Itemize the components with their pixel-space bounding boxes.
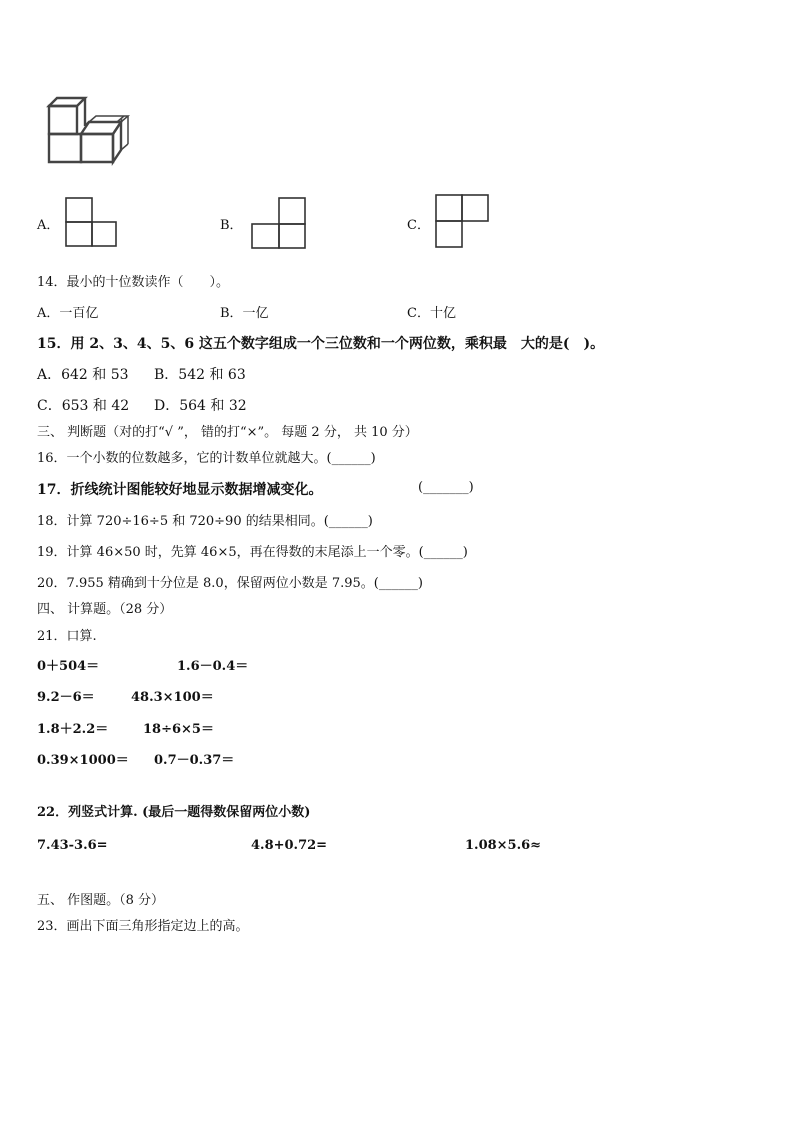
section4-heading: 四、 计算题。（28 分） [37,602,173,617]
oral-item: 1.8＋2.2＝ [37,722,109,737]
q21-title: 21．口算. [37,629,97,644]
q17-blank: (_______) [418,480,474,495]
q15-option-d: D．564 和 32 [154,398,247,414]
q14-stem: 14．最小的十位数读作（ ）。 [37,275,230,290]
vertical-item: 7.43-3.6= [37,838,108,853]
oral-item: 9.2－6＝ [37,690,95,705]
q15-option-b: B．542 和 63 [154,367,246,383]
q13-option-a-label: A． [37,218,60,233]
oral-item: 18÷6×5＝ [143,722,214,737]
section5-heading: 五、 作图题。（8 分） [37,893,165,908]
q14-option-c: C．十亿 [407,306,456,321]
q13-option-a-figure [64,196,118,248]
cube-stack-figure [44,92,136,166]
section3-heading: 三、 判断题（对的打“√ ”， 错的打“×”。 每题 2 分， 共 10 分） [37,425,418,440]
oral-item: 0.7－0.37＝ [154,753,235,768]
q15-option-c: C．653 和 42 [37,398,130,414]
q13-option-c-label: C． [407,218,430,233]
q20: 20．7.955 精确到十分位是 8.0，保留两位小数是 7.95。(______) [37,576,423,591]
q13-option-c-figure [434,193,490,249]
q18: 18．计算 720÷16÷5 和 720÷90 的结果相同。(______) [37,514,373,529]
q13-option-b-figure [250,196,308,250]
oral-item: 0＋504＝ [37,659,100,674]
q17: 17．折线统计图能较好地显示数据增减变化。 [37,482,323,498]
q13-option-b-label: B． [220,218,243,233]
q15-option-a: A．642 和 53 [37,367,129,383]
q15-stem: 15．用 2、3、4、5、6 这五个数字组成一个三位数和一个两位数，乘积最 大的是( )。 [37,336,605,352]
q14-option-b: B．一亿 [220,306,269,321]
q14-option-a: A．一百亿 [37,306,99,321]
vertical-item: 4.8+0.72= [251,838,328,853]
q22-title: 22．列竖式计算. (最后一题得数保留两位小数) [37,805,311,820]
oral-item: 0.39×1000＝ [37,753,129,768]
q16: 16．一个小数的位数越多，它的计数单位就越大。(______) [37,451,376,466]
oral-item: 48.3×100＝ [131,690,214,705]
oral-item: 1.6－0.4＝ [177,659,249,674]
vertical-item: 1.08×5.6≈ [465,838,542,853]
q23: 23．画出下面三角形指定边上的高。 [37,919,249,934]
q19: 19．计算 46×50 时，先算 46×5，再在得数的末尾添上一个零。(______) [37,545,468,560]
